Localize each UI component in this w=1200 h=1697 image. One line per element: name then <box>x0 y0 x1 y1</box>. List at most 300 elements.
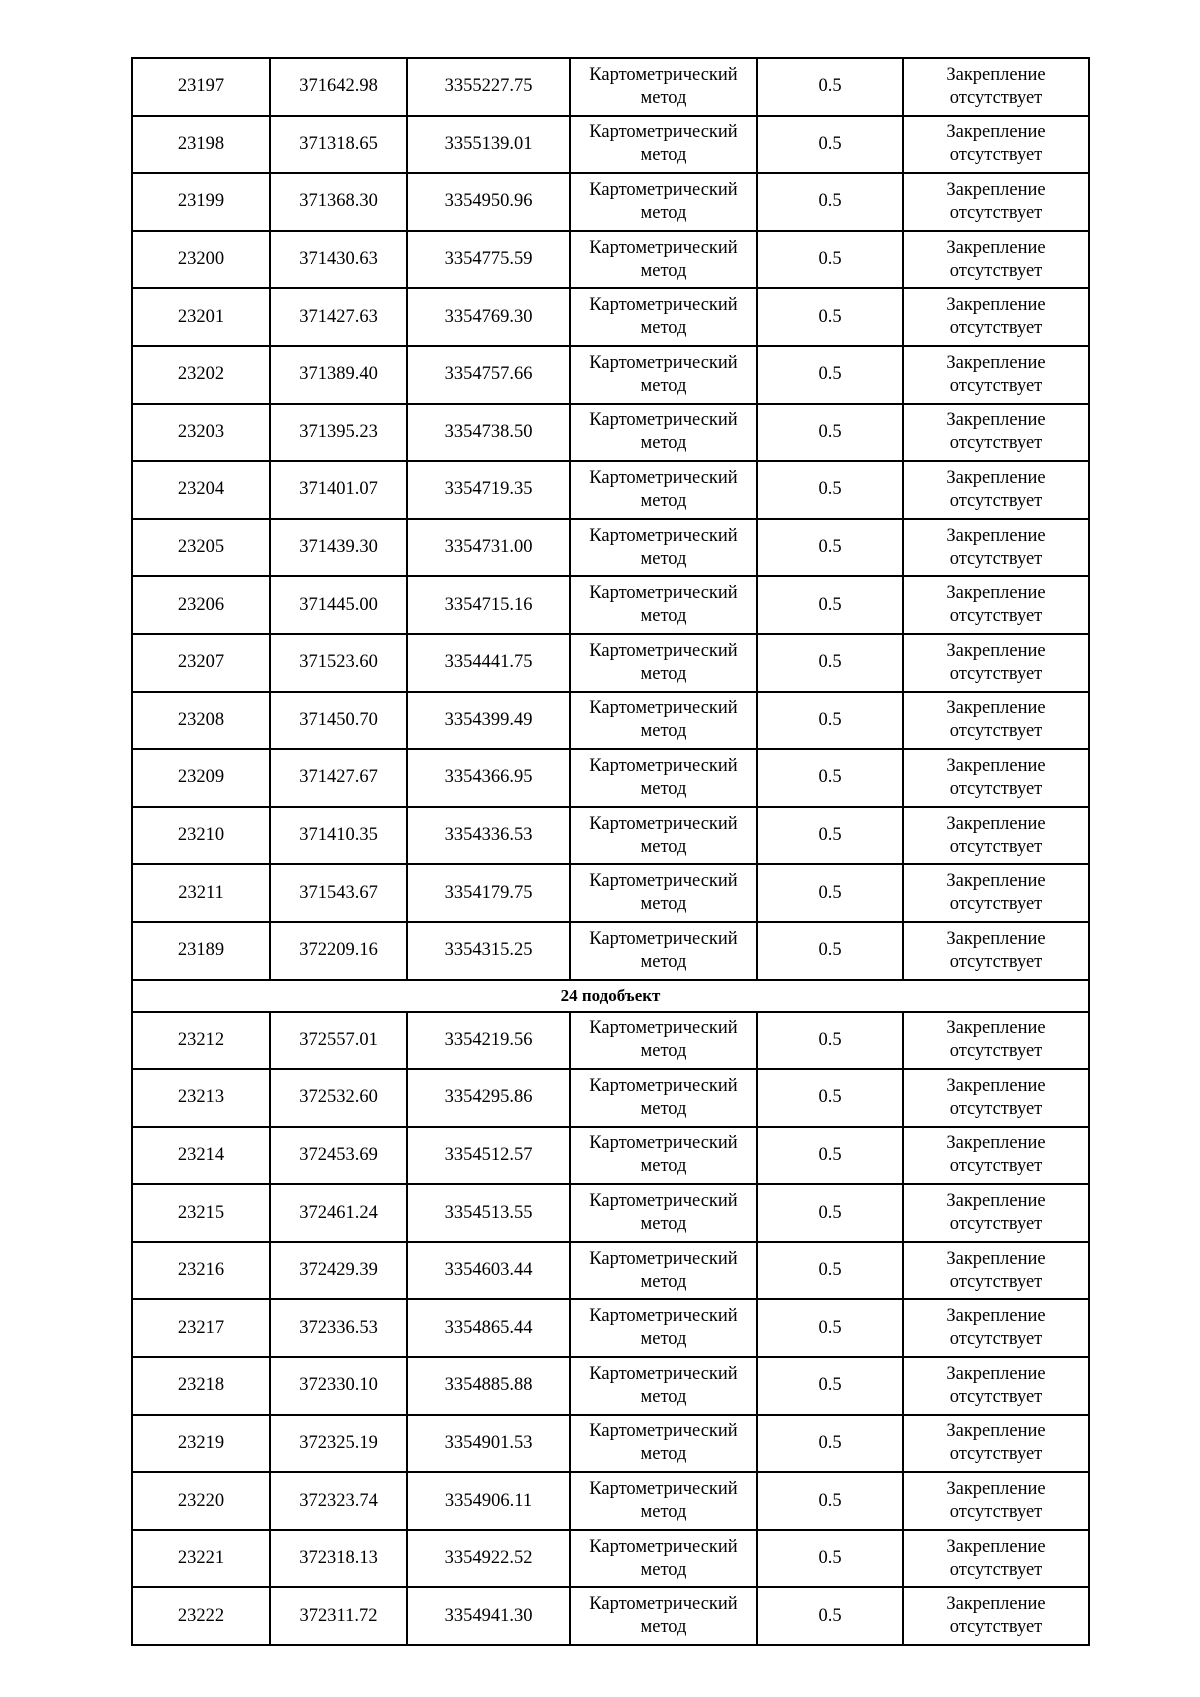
x-coordinate-cell-text: 371410.35 <box>299 825 378 846</box>
fixation-cell-line-2: отсутствует <box>949 606 1043 627</box>
method-cell-line-1: Картометрический <box>589 122 738 143</box>
method-cell-line-1: Картометрический <box>589 179 738 200</box>
x-coordinate-cell <box>270 1127 407 1185</box>
point-number-cell <box>132 461 270 519</box>
accuracy-cell-text: 0.5 <box>818 767 842 788</box>
fixation-cell-line-1: Закрепление <box>946 467 1046 488</box>
y-coordinate-cell-text: 3354922.52 <box>444 1548 533 1569</box>
method-cell-line-1: Картометрический <box>589 410 738 431</box>
fixation-cell-line-2: отсутствует <box>949 1041 1043 1062</box>
point-number-cell <box>132 231 270 289</box>
table-row <box>132 288 1089 346</box>
method-cell-line-2: метод <box>640 1559 687 1580</box>
fixation-cell-line-1: Закрепление <box>946 525 1046 546</box>
fixation-cell-line-1: Закрепление <box>946 755 1046 776</box>
method-cell <box>570 58 757 116</box>
fixation-cell <box>903 864 1089 922</box>
accuracy-cell-text: 0.5 <box>818 1260 842 1281</box>
method-cell-line-2: метод <box>640 145 687 166</box>
fixation-cell-line-1: Закрепление <box>946 1133 1046 1154</box>
method-cell-line-2: метод <box>640 1617 687 1638</box>
fixation-cell <box>903 116 1089 174</box>
y-coordinate-cell <box>407 58 570 116</box>
fixation-cell-line-1: Закрепление <box>946 1421 1046 1442</box>
accuracy-cell-text: 0.5 <box>818 479 842 500</box>
fixation-cell <box>903 461 1089 519</box>
accuracy-cell <box>757 1299 903 1357</box>
fixation-cell-line-2: отсутствует <box>949 1444 1043 1465</box>
method-cell <box>570 749 757 807</box>
table-row <box>132 116 1089 174</box>
accuracy-cell <box>757 404 903 462</box>
fixation-cell-line-2: отсутствует <box>949 1214 1043 1235</box>
x-coordinate-cell-text: 371430.63 <box>299 249 378 270</box>
method-cell-line-2: метод <box>640 1041 687 1062</box>
fixation-cell-line-2: отсутствует <box>949 1502 1043 1523</box>
x-coordinate-cell <box>270 231 407 289</box>
y-coordinate-cell-text: 3354941.30 <box>444 1605 533 1626</box>
x-coordinate-cell <box>270 346 407 404</box>
method-cell-line-2: метод <box>640 490 687 511</box>
method-cell-line-1: Картометрический <box>589 1421 738 1442</box>
x-coordinate-cell <box>270 1472 407 1530</box>
x-coordinate-cell-text: 371523.60 <box>299 652 378 673</box>
accuracy-cell-text: 0.5 <box>818 1087 842 1108</box>
y-coordinate-cell <box>407 1530 570 1588</box>
table-row <box>132 1587 1089 1645</box>
fixation-cell <box>903 58 1089 116</box>
x-coordinate-cell <box>270 288 407 346</box>
accuracy-cell-text: 0.5 <box>818 1202 842 1223</box>
accuracy-cell-text: 0.5 <box>818 191 842 212</box>
x-coordinate-cell <box>270 1242 407 1300</box>
y-coordinate-cell <box>407 116 570 174</box>
x-coordinate-cell <box>270 1012 407 1070</box>
point-number-cell <box>132 1415 270 1473</box>
method-cell-line-1: Картометрический <box>589 1191 738 1212</box>
fixation-cell-line-1: Закрепление <box>946 583 1046 604</box>
x-coordinate-cell <box>270 576 407 634</box>
method-cell-line-1: Картометрический <box>589 467 738 488</box>
accuracy-cell-text: 0.5 <box>818 1432 842 1453</box>
x-coordinate-cell <box>270 1357 407 1415</box>
fixation-cell-line-2: отсутствует <box>949 721 1043 742</box>
table-row <box>132 1127 1089 1185</box>
method-cell-line-2: метод <box>640 1214 687 1235</box>
fixation-cell-line-2: отсутствует <box>949 663 1043 684</box>
y-coordinate-cell <box>407 404 570 462</box>
y-coordinate-cell-text: 3354885.88 <box>444 1375 533 1396</box>
table-row <box>132 634 1089 692</box>
fixation-cell-line-2: отсутствует <box>949 433 1043 454</box>
fixation-cell-line-1: Закрепление <box>946 410 1046 431</box>
fixation-cell <box>903 692 1089 750</box>
point-number-cell <box>132 807 270 865</box>
fixation-cell <box>903 1472 1089 1530</box>
method-cell-line-2: метод <box>640 202 687 223</box>
fixation-cell <box>903 576 1089 634</box>
y-coordinate-cell-text: 3354179.75 <box>444 882 533 903</box>
point-number-cell-text: 23198 <box>177 133 225 154</box>
fixation-cell-line-2: отсутствует <box>949 202 1043 223</box>
y-coordinate-cell <box>407 288 570 346</box>
fixation-cell-line-2: отсутствует <box>949 1386 1043 1407</box>
point-number-cell-text: 23209 <box>177 767 225 788</box>
method-cell <box>570 461 757 519</box>
method-cell-line-2: метод <box>640 318 687 339</box>
point-number-cell <box>132 1472 270 1530</box>
point-number-cell <box>132 519 270 577</box>
point-number-cell-text: 23210 <box>177 825 225 846</box>
accuracy-cell <box>757 922 903 980</box>
table-row <box>132 173 1089 231</box>
x-coordinate-cell-text: 371318.65 <box>299 133 378 154</box>
y-coordinate-cell <box>407 634 570 692</box>
y-coordinate-cell <box>407 864 570 922</box>
accuracy-cell <box>757 461 903 519</box>
accuracy-cell <box>757 1127 903 1185</box>
accuracy-cell-text: 0.5 <box>818 825 842 846</box>
point-number-cell-text: 23202 <box>177 364 225 385</box>
accuracy-cell-text: 0.5 <box>818 652 842 673</box>
fixation-cell-line-2: отсутствует <box>949 375 1043 396</box>
fixation-cell-line-2: отсутствует <box>949 145 1043 166</box>
point-number-cell <box>132 634 270 692</box>
point-number-cell-text: 23219 <box>177 1432 225 1453</box>
accuracy-cell-text: 0.5 <box>818 1029 842 1050</box>
y-coordinate-cell-text: 3354603.44 <box>444 1260 533 1281</box>
method-cell-line-2: метод <box>640 1156 687 1177</box>
fixation-cell <box>903 922 1089 980</box>
point-number-cell-text: 23189 <box>177 940 225 961</box>
x-coordinate-cell-text: 371427.63 <box>299 306 378 327</box>
method-cell <box>570 173 757 231</box>
accuracy-cell-text: 0.5 <box>818 940 842 961</box>
fixation-cell-line-2: отсутствует <box>949 836 1043 857</box>
accuracy-cell <box>757 288 903 346</box>
x-coordinate-cell-text: 371439.30 <box>299 537 378 558</box>
accuracy-cell <box>757 692 903 750</box>
accuracy-cell-text: 0.5 <box>818 594 842 615</box>
method-cell-line-2: метод <box>640 1502 687 1523</box>
point-number-cell <box>132 922 270 980</box>
x-coordinate-cell-text: 372318.13 <box>299 1548 378 1569</box>
method-cell-line-1: Картометрический <box>589 352 738 373</box>
point-number-cell <box>132 749 270 807</box>
fixation-cell <box>903 807 1089 865</box>
x-coordinate-cell <box>270 461 407 519</box>
point-number-cell <box>132 1530 270 1588</box>
fixation-cell-line-1: Закрепление <box>946 640 1046 661</box>
y-coordinate-cell <box>407 749 570 807</box>
fixation-cell <box>903 346 1089 404</box>
method-cell-line-2: метод <box>640 548 687 569</box>
accuracy-cell-text: 0.5 <box>818 709 842 730</box>
y-coordinate-cell-text: 3355139.01 <box>444 133 533 154</box>
method-cell <box>570 1012 757 1070</box>
method-cell-line-2: метод <box>640 1329 687 1350</box>
method-cell-line-2: метод <box>640 1444 687 1465</box>
point-number-cell <box>132 692 270 750</box>
x-coordinate-cell <box>270 1184 407 1242</box>
accuracy-cell <box>757 1184 903 1242</box>
x-coordinate-cell <box>270 1530 407 1588</box>
y-coordinate-cell <box>407 1127 570 1185</box>
method-cell-line-2: метод <box>640 1098 687 1119</box>
accuracy-cell <box>757 576 903 634</box>
method-cell-line-2: метод <box>640 260 687 281</box>
x-coordinate-cell-text: 372311.72 <box>299 1605 378 1626</box>
method-cell <box>570 864 757 922</box>
x-coordinate-cell-text: 372453.69 <box>299 1144 378 1165</box>
fixation-cell-line-1: Закрепление <box>946 179 1046 200</box>
method-cell-line-2: метод <box>640 87 687 108</box>
method-cell-line-1: Картометрический <box>589 1536 738 1557</box>
method-cell-line-2: метод <box>640 663 687 684</box>
y-coordinate-cell-text: 3354512.57 <box>444 1144 533 1165</box>
y-coordinate-cell-text: 3354399.49 <box>444 709 533 730</box>
accuracy-cell-text: 0.5 <box>818 1548 842 1569</box>
y-coordinate-cell-text: 3354366.95 <box>444 767 533 788</box>
x-coordinate-cell-text: 371368.30 <box>299 191 378 212</box>
x-coordinate-cell <box>270 634 407 692</box>
method-cell-line-2: метод <box>640 836 687 857</box>
table-row <box>132 864 1089 922</box>
point-number-cell-text: 23220 <box>177 1490 225 1511</box>
accuracy-cell-text: 0.5 <box>818 1490 842 1511</box>
fixation-cell-line-1: Закрепление <box>946 871 1046 892</box>
method-cell-line-2: метод <box>640 721 687 742</box>
method-cell <box>570 288 757 346</box>
accuracy-cell-text: 0.5 <box>818 1375 842 1396</box>
table-row <box>132 922 1089 980</box>
fixation-cell-line-1: Закрепление <box>946 1018 1046 1039</box>
fixation-cell-line-2: отсутствует <box>949 1156 1043 1177</box>
method-cell <box>570 1127 757 1185</box>
point-number-cell-text: 23200 <box>177 249 225 270</box>
fixation-cell <box>903 173 1089 231</box>
method-cell <box>570 1357 757 1415</box>
accuracy-cell <box>757 864 903 922</box>
point-number-cell <box>132 1357 270 1415</box>
point-number-cell-text: 23212 <box>177 1029 225 1050</box>
accuracy-cell <box>757 749 903 807</box>
y-coordinate-cell <box>407 1012 570 1070</box>
y-coordinate-cell-text: 3354719.35 <box>444 479 533 500</box>
y-coordinate-cell-text: 3354769.30 <box>444 306 533 327</box>
method-cell <box>570 1530 757 1588</box>
y-coordinate-cell-text: 3354315.25 <box>444 940 533 961</box>
point-number-cell-text: 23207 <box>177 652 225 673</box>
point-number-cell-text: 23217 <box>177 1317 225 1338</box>
method-cell-line-1: Картометрический <box>589 640 738 661</box>
fixation-cell <box>903 1530 1089 1588</box>
fixation-cell <box>903 634 1089 692</box>
method-cell-line-1: Картометрический <box>589 1248 738 1269</box>
x-coordinate-cell <box>270 1415 407 1473</box>
accuracy-cell-text: 0.5 <box>818 882 842 903</box>
accuracy-cell-text: 0.5 <box>818 364 842 385</box>
table-row <box>132 576 1089 634</box>
point-number-cell-text: 23218 <box>177 1375 225 1396</box>
method-cell-line-2: метод <box>640 606 687 627</box>
table-row <box>132 231 1089 289</box>
fixation-cell-line-2: отсутствует <box>949 490 1043 511</box>
section-heading-row <box>132 980 1089 1012</box>
fixation-cell-line-1: Закрепление <box>946 1594 1046 1615</box>
table-row <box>132 807 1089 865</box>
point-number-cell-text: 23211 <box>178 882 224 903</box>
y-coordinate-cell-text: 3354775.59 <box>444 249 533 270</box>
accuracy-cell-text: 0.5 <box>818 76 842 97</box>
point-number-cell-text: 23206 <box>177 594 225 615</box>
fixation-cell-line-1: Закрепление <box>946 1248 1046 1269</box>
x-coordinate-cell-text: 371427.67 <box>299 767 378 788</box>
method-cell <box>570 346 757 404</box>
x-coordinate-cell-text: 372209.16 <box>299 940 378 961</box>
table-row <box>132 1184 1089 1242</box>
method-cell <box>570 231 757 289</box>
y-coordinate-cell-text: 3354950.96 <box>444 191 533 212</box>
method-cell-line-2: метод <box>640 433 687 454</box>
method-cell <box>570 1472 757 1530</box>
method-cell-line-1: Картометрический <box>589 1075 738 1096</box>
point-number-cell-text: 23215 <box>177 1202 225 1223</box>
method-cell <box>570 404 757 462</box>
accuracy-cell-text: 0.5 <box>818 133 842 154</box>
fixation-cell-line-1: Закрепление <box>946 122 1046 143</box>
point-number-cell-text: 23208 <box>177 709 225 730</box>
point-number-cell-text: 23199 <box>177 191 225 212</box>
point-number-cell <box>132 1184 270 1242</box>
accuracy-cell-text: 0.5 <box>818 249 842 270</box>
point-number-cell <box>132 173 270 231</box>
x-coordinate-cell-text: 372557.01 <box>299 1029 378 1050</box>
fixation-cell-line-2: отсутствует <box>949 1617 1043 1638</box>
y-coordinate-cell-text: 3354757.66 <box>444 364 533 385</box>
y-coordinate-cell-text: 3354865.44 <box>444 1317 533 1338</box>
x-coordinate-cell <box>270 58 407 116</box>
point-number-cell-text: 23204 <box>177 479 225 500</box>
fixation-cell <box>903 749 1089 807</box>
point-number-cell <box>132 288 270 346</box>
method-cell-line-1: Картометрический <box>589 1306 738 1327</box>
point-number-cell <box>132 1587 270 1645</box>
point-number-cell-text: 23214 <box>177 1144 225 1165</box>
accuracy-cell <box>757 634 903 692</box>
point-number-cell <box>132 1299 270 1357</box>
table-row <box>132 58 1089 116</box>
method-cell <box>570 519 757 577</box>
method-cell-line-1: Картометрический <box>589 1594 738 1615</box>
method-cell <box>570 1069 757 1127</box>
point-number-cell <box>132 116 270 174</box>
accuracy-cell <box>757 1012 903 1070</box>
accuracy-cell-text: 0.5 <box>818 421 842 442</box>
section-heading: 24 подобъект <box>132 980 1089 1012</box>
x-coordinate-cell <box>270 692 407 750</box>
accuracy-cell <box>757 231 903 289</box>
y-coordinate-cell <box>407 173 570 231</box>
fixation-cell <box>903 1242 1089 1300</box>
fixation-cell-line-1: Закрепление <box>946 1075 1046 1096</box>
x-coordinate-cell <box>270 749 407 807</box>
method-cell <box>570 922 757 980</box>
accuracy-cell-text: 0.5 <box>818 1317 842 1338</box>
fixation-cell-line-1: Закрепление <box>946 1306 1046 1327</box>
table-row <box>132 1012 1089 1070</box>
x-coordinate-cell-text: 372532.60 <box>299 1087 378 1108</box>
fixation-cell-line-1: Закрепление <box>946 1191 1046 1212</box>
method-cell-line-2: метод <box>640 1271 687 1292</box>
y-coordinate-cell <box>407 1357 570 1415</box>
x-coordinate-cell-text: 371642.98 <box>299 76 378 97</box>
accuracy-cell-text: 0.5 <box>818 306 842 327</box>
table-row <box>132 346 1089 404</box>
fixation-cell-line-2: отсутствует <box>949 894 1043 915</box>
fixation-cell-line-2: отсутствует <box>949 87 1043 108</box>
accuracy-cell <box>757 1242 903 1300</box>
method-cell <box>570 692 757 750</box>
x-coordinate-cell <box>270 864 407 922</box>
point-number-cell <box>132 864 270 922</box>
point-number-cell-text: 23213 <box>177 1087 225 1108</box>
point-number-cell-text: 23197 <box>177 76 225 97</box>
fixation-cell <box>903 1415 1089 1473</box>
method-cell-line-1: Картометрический <box>589 1479 738 1500</box>
method-cell-line-2: метод <box>640 375 687 396</box>
point-number-cell <box>132 58 270 116</box>
y-coordinate-cell <box>407 1069 570 1127</box>
method-cell <box>570 807 757 865</box>
method-cell <box>570 1299 757 1357</box>
y-coordinate-cell <box>407 231 570 289</box>
x-coordinate-cell <box>270 1587 407 1645</box>
x-coordinate-cell <box>270 173 407 231</box>
fixation-cell-line-1: Закрепление <box>946 928 1046 949</box>
x-coordinate-cell <box>270 922 407 980</box>
point-number-cell <box>132 404 270 462</box>
y-coordinate-cell-text: 3354906.11 <box>444 1490 533 1511</box>
y-coordinate-cell-text: 3354336.53 <box>444 825 533 846</box>
y-coordinate-cell-text: 3354513.55 <box>444 1202 533 1223</box>
fixation-cell <box>903 1127 1089 1185</box>
fixation-cell-line-1: Закрепление <box>946 813 1046 834</box>
method-cell-line-1: Картометрический <box>589 755 738 776</box>
table-row <box>132 519 1089 577</box>
fixation-cell-line-2: отсутствует <box>949 778 1043 799</box>
method-cell-line-1: Картометрический <box>589 871 738 892</box>
table-row <box>132 692 1089 750</box>
accuracy-cell <box>757 519 903 577</box>
y-coordinate-cell-text: 3354219.56 <box>444 1029 533 1050</box>
method-cell-line-2: метод <box>640 778 687 799</box>
coordinates-table <box>131 57 1090 1646</box>
point-number-cell <box>132 346 270 404</box>
table-row <box>132 1530 1089 1588</box>
x-coordinate-cell-text: 372325.19 <box>299 1432 378 1453</box>
method-cell-line-1: Картометрический <box>589 1133 738 1154</box>
table-row <box>132 1415 1089 1473</box>
table-row <box>132 404 1089 462</box>
accuracy-cell <box>757 1587 903 1645</box>
fixation-cell-line-2: отсутствует <box>949 1559 1043 1580</box>
coordinates-table-body <box>132 58 1089 1645</box>
accuracy-cell-text: 0.5 <box>818 537 842 558</box>
fixation-cell-line-1: Закрепление <box>946 237 1046 258</box>
fixation-cell-line-1: Закрепление <box>946 295 1046 316</box>
x-coordinate-cell-text: 372336.53 <box>299 1317 378 1338</box>
